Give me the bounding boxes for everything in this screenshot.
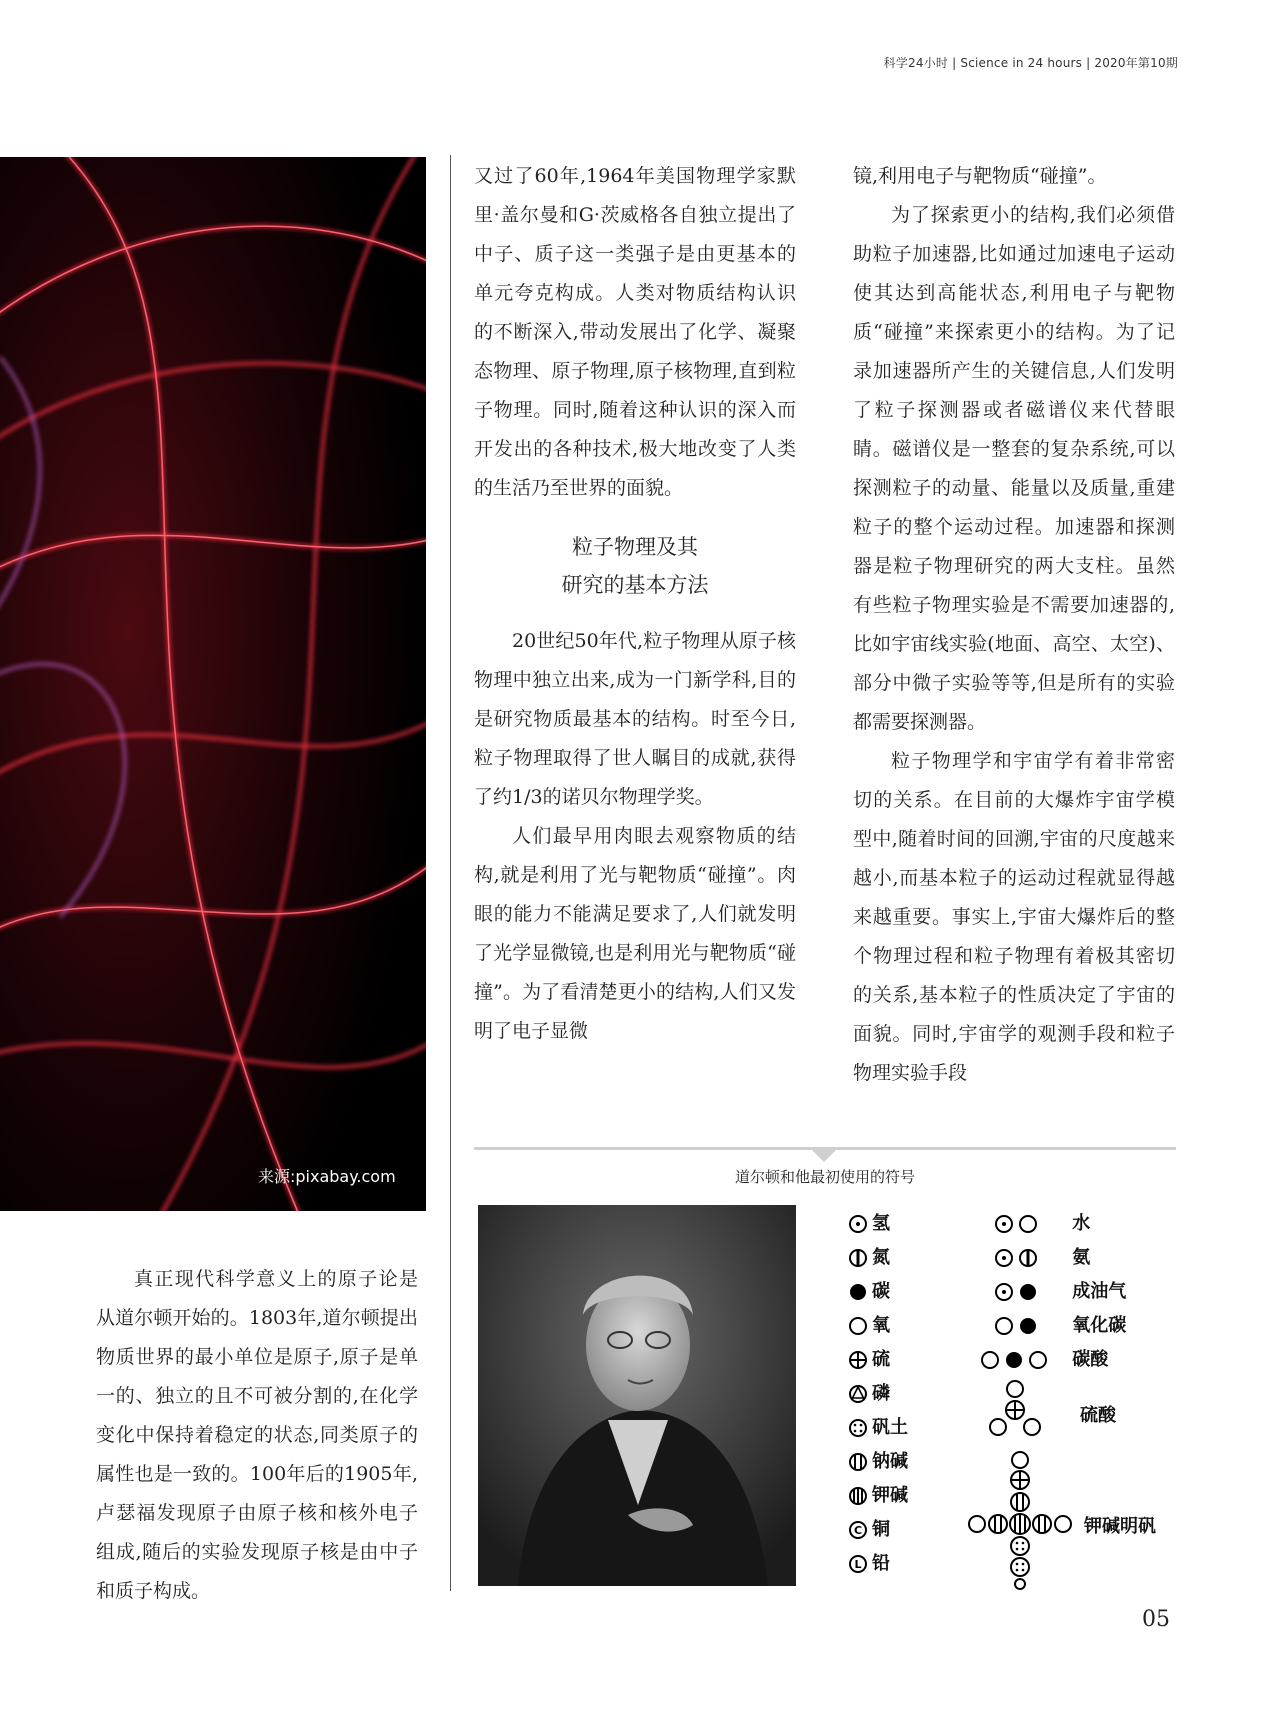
ammonia-symbol-icon: [994, 1248, 1040, 1268]
compound-label: 硫酸: [1080, 1405, 1116, 1426]
section-heading-line-1: 粒子物理及其: [572, 535, 698, 559]
symbol-soda: [848, 1447, 908, 1473]
copper-symbol-icon: [848, 1520, 868, 1540]
paragraph: 20世纪50年代,粒子物理从原子核物理中独立出来,成为一门新学科,目的是研究物质最基本的结构。时至今日,粒子物理取得了世人瞩目的成就,获得了约1/3的诺贝尔物理学奖。: [474, 630, 796, 808]
compound-label: 碳酸: [1072, 1349, 1109, 1370]
svg-text:C: C: [853, 1524, 863, 1537]
running-header: 科学24小时 | Science in 24 hours | 2020年第10期: [883, 56, 1178, 70]
compound-water: [994, 1209, 1090, 1235]
symbol-label: 氧: [872, 1315, 890, 1336]
paragraph: 镜,利用电子与靶物质“碰撞”。: [853, 165, 1107, 187]
phosphorus-symbol-icon: [848, 1384, 868, 1404]
alum-symbol-icon: [960, 1450, 1080, 1590]
compound-carbonic-acid: [980, 1345, 1108, 1371]
symbol-label: 碳: [872, 1281, 890, 1302]
compound-alum: [960, 1450, 1156, 1590]
symbol-label: 磷: [872, 1383, 890, 1404]
symbol-phosphorus: [848, 1379, 890, 1405]
article-column-3: [96, 1260, 418, 1611]
carbon-symbol-icon: [848, 1282, 868, 1302]
symbol-lead: [848, 1549, 890, 1575]
dalton-portrait: [478, 1205, 796, 1586]
symbol-sulfur: [848, 1345, 890, 1371]
page-number: 05: [1142, 1607, 1170, 1632]
compound-label: 氧化碳: [1072, 1315, 1127, 1336]
sulfuric-acid-symbol-icon: [980, 1379, 1050, 1441]
lead-symbol-icon: [848, 1554, 868, 1574]
paragraph: 真正现代科学意义上的原子论是从道尔顿开始的。1803年,道尔顿提出物质世界的最小单位是原子,原子是单一的、独立的且不可被分割的,在化学变化中保持着稳定的状态,同类原子的属性也是一致的。100年后的1905年,卢瑟福发现原子由原子核和核外电子组成,随后的实验发现原子核是由中子和质子构成。: [96, 1268, 418, 1602]
photo-credit: 来源:pixabay.com: [258, 1167, 396, 1186]
symbol-alumina: [848, 1413, 908, 1439]
symbol-label: 氢: [872, 1213, 890, 1234]
compound-label: 成油气: [1072, 1281, 1127, 1302]
soda-symbol-icon: [848, 1452, 868, 1472]
symbol-label: 钾碱: [872, 1485, 908, 1506]
nitrogen-symbol-icon: [848, 1248, 868, 1268]
symbol-label: 氮: [872, 1247, 890, 1268]
paragraph: 又过了60年,1964年美国物理学家默里·盖尔曼和G·茨威格各自独立提出了中子、质子这一类强子是由更基本的单元夸克构成。人类对物质结构认识的不断深入,带动发展出了化学、凝聚态物理、原子物理,原子核物理,直到粒子物理。同时,随着这种认识的深入而开发出的各种技术,极大地改变了人类的生活乃至世界的面貌。: [474, 165, 796, 499]
light-trails-illustration: [0, 157, 426, 1211]
symbol-copper: [848, 1515, 890, 1541]
article-column-2: [853, 157, 1175, 1093]
hydrogen-symbol-icon: [848, 1214, 868, 1234]
symbol-label: 钠碱: [872, 1451, 908, 1472]
figure-caption: 道尔顿和他最初使用的符号: [734, 1168, 915, 1186]
compound-carbon-oxide: [994, 1311, 1126, 1337]
symbol-label: 铅: [872, 1553, 890, 1574]
light-trails-photo: [0, 157, 426, 1211]
alumina-symbol-icon: [848, 1418, 868, 1438]
sulfur-symbol-icon: [848, 1350, 868, 1370]
article-column-1: [474, 157, 796, 1051]
symbol-hydrogen: [848, 1209, 890, 1235]
oxygen-symbol-icon: [848, 1316, 868, 1336]
symbol-oxygen: [848, 1311, 890, 1337]
compound-sulfuric-acid: [980, 1379, 1116, 1441]
section-heading: [474, 528, 796, 604]
paragraph: 人们最早用肉眼去观察物质的结构,就是利用了光与靶物质“碰撞”。肉眼的能力不能满足要求了,人们就发明了光学显微镜,也是利用光与靶物质“碰撞”。为了看清楚更小的结构,人们又发明了电子显微: [474, 825, 796, 1042]
compound-label: 氨: [1072, 1247, 1091, 1268]
compound-label: 水: [1072, 1213, 1091, 1234]
compound-olefiant-gas: [994, 1277, 1126, 1303]
compound-ammonia: [994, 1243, 1090, 1269]
carbonic-acid-symbol-icon: [980, 1350, 1050, 1370]
portrait-illustration: [478, 1205, 796, 1586]
symbol-potash: [848, 1481, 908, 1507]
paragraph: 粒子物理学和宇宙学有着非常密切的关系。在目前的大爆炸宇宙学模型中,随着时间的回溯,宇宙的尺度越来越小,而基本粒子的运动过程就显得越来越重要。事实上,宇宙大爆炸后的整个物理过程和粒子物理有着极其密切的关系,基本粒子的性质决定了宇宙的面貌。同时,宇宙学的观测手段和粒子物理实验手段: [853, 750, 1175, 1084]
potash-symbol-icon: [848, 1486, 868, 1506]
figure-pointer: [812, 1150, 836, 1162]
paragraph: 为了探索更小的结构,我们必须借助粒子加速器,比如通过加速电子运动使其达到高能状态,利用电子与靶物质“碰撞”来探索更小的结构。为了记录加速器所产生的关键信息,人们发明了粒子探测器或者磁谱仪来代替眼睛。磁谱仪是一整套的复杂系统,可以探测粒子的动量、能量以及质量,重建粒子的整个运动过程。加速器和探测器是粒子物理研究的两大支柱。虽然有些粒子物理实验是不需要加速器的,比如宇宙线实验(地面、高空、太空)、部分中微子实验等等,但是所有的实验都需要探测器。: [853, 204, 1175, 733]
symbol-label: 硫: [872, 1349, 890, 1370]
symbol-label: 铜: [872, 1519, 890, 1540]
compound-label: 钾碱明矾: [1084, 1516, 1156, 1537]
water-symbol-icon: [994, 1214, 1040, 1234]
symbol-carbon: [848, 1277, 890, 1303]
symbol-label: 矾土: [872, 1417, 908, 1438]
column-divider: [450, 155, 451, 1591]
symbol-nitrogen: [848, 1243, 890, 1269]
svg-text:L: L: [854, 1558, 862, 1571]
olefiant-gas-symbol-icon: [994, 1282, 1040, 1302]
carbon-oxide-symbol-icon: [994, 1316, 1040, 1336]
section-heading-line-2: 研究的基本方法: [561, 573, 709, 597]
